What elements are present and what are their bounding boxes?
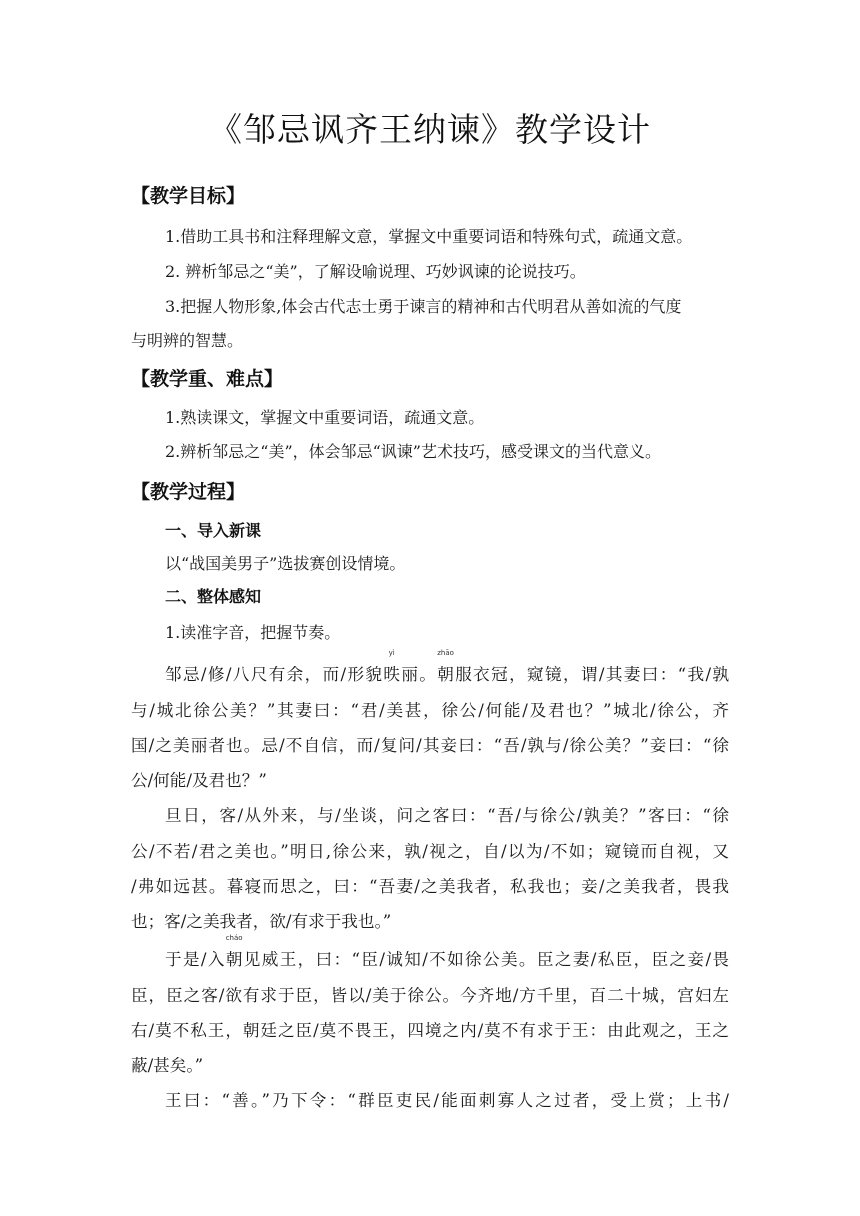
passage-p1-line1	[165, 649, 729, 685]
pinyin-label: zhāo	[437, 649, 454, 657]
ruby-annotation	[437, 649, 454, 685]
passage-text: 邹忌/修/八尺有余，而/形貌	[165, 665, 384, 684]
passage-p3-line2: 臣，臣之客/欲有求于臣，皆以/美于徐公。今齐地/方千里，百二十城，宫妇左	[131, 986, 729, 1005]
passage-text: 服衣冠，窥镜，谓/其妻曰：“我/孰	[453, 665, 729, 684]
objective-1: 1.借助工具书和注释理解文意，掌握文中重要词语和特殊句式，疏通文意。	[165, 227, 693, 246]
ruby-char: 朝	[437, 665, 454, 684]
pinyin-label: yì	[388, 649, 395, 657]
ruby-annotation	[383, 649, 400, 685]
passage-p3-line4: 蔽/甚矣。”	[131, 1056, 204, 1075]
passage-p1-line3: 国/之美丽者也。忌/不自信，而/复问/其妾曰：“吾/孰与/徐公美？”妾曰：“徐	[131, 736, 729, 755]
ruby-char: 昳	[383, 665, 400, 684]
objective-3-cont: 与明辨的智慧。	[131, 331, 244, 350]
step2-heading: 二、整体感知	[165, 587, 262, 606]
page-title: 《邹忌讽齐王纳谏》教学设计	[209, 110, 651, 149]
passage-p2-line4: 也；客/之美我者，欲/有求于我也。”	[131, 912, 392, 931]
ruby-char: 朝	[225, 950, 243, 969]
ruby-annotation	[225, 934, 243, 970]
passage-p3-line3: 右/莫不私王，朝廷之臣/莫不畏王，四境之内/莫不有求于王：由此观之，王之	[131, 1021, 729, 1040]
step2-item-1: 1.读准字音，把握节奏。	[165, 623, 341, 642]
step1-text: 以“战国美男子”选拔赛创设情境。	[165, 554, 406, 573]
passage-p1-line2: 与/城北徐公美？”其妻曰：“君/美甚，徐公/何能/及君也？”城北/徐公，齐	[131, 701, 729, 720]
keypoint-1: 1.熟读课文，掌握文中重要词语，疏通文意。	[165, 408, 485, 427]
objectives-heading: 【教学目标】	[131, 185, 246, 207]
keypoint-2: 2.辨析邹忌之“美”，体会邹忌“讽谏”艺术技巧，感受课文的当代意义。	[165, 442, 661, 461]
passage-p3-line1	[165, 934, 729, 970]
objective-2: 2. 辨析邹忌之“美”，了解设喻说理、巧妙讽谏的论说技巧。	[165, 262, 586, 281]
passage-text: 见威王，曰：“臣/诚知/不如徐公美。臣之妻/私臣，臣之妾/畏	[242, 950, 729, 969]
passage-text: 丽。	[399, 665, 438, 684]
step1-heading: 一、导入新课	[165, 521, 262, 540]
process-heading: 【教学过程】	[131, 481, 246, 503]
passage-text: 于是/入	[165, 950, 226, 969]
objective-3: 3.把握人物形象,体会古代志士勇于谏言的精神和古代明君从善如流的气度	[165, 297, 682, 316]
pinyin-label: cháo	[225, 934, 243, 942]
passage-p4-line1: 王曰：“善。”乃下令：“群臣吏民/能面刺寡人之过者，受上赏；上书/	[165, 1091, 729, 1110]
passage-p2-line1: 旦日，客/从外来，与/坐谈，问之客曰：“吾/与徐公/孰美？”客曰：“徐	[165, 806, 729, 825]
passage-p2-line2: 公/不若/君之美也。”明日,徐公来，孰/视之，自/以为/不如；窥镜而自视，又	[131, 842, 729, 861]
keypoints-heading: 【教学重、难点】	[131, 368, 284, 390]
passage-p2-line3: /弗如远甚。暮寝而思之，曰：“吾妻/之美我者，私我也；妾/之美我者，畏我	[131, 877, 729, 896]
passage-p1-line4: 公/何能/及君也？”	[131, 771, 267, 790]
